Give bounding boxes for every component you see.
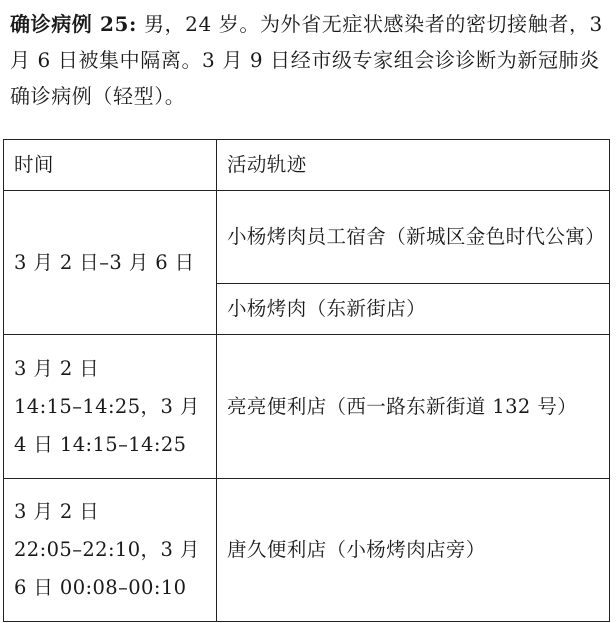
place-cell <box>217 284 610 335</box>
time-cell <box>4 479 217 622</box>
time-line: 6 日 00:08–00:10 <box>14 576 187 599</box>
table-header-row <box>4 140 610 191</box>
place-cell <box>217 335 610 479</box>
place-cell <box>217 479 610 622</box>
place-text: 小杨烤肉员工宿舍（新城区金色时代公寓） <box>227 225 606 248</box>
time-line: 14:15–14:25，3 月 <box>14 394 200 418</box>
time-line: 3 月 2 日 <box>14 356 100 380</box>
activity-table <box>3 139 610 622</box>
time-line: 3 月 2 日 <box>14 500 100 523</box>
place-text: 小杨烤肉（东新街店） <box>227 297 427 320</box>
case-text: 男，24 岁。为外省无症状感染者的密切接触者，3 月 6 日被集中隔离。3 月 9 日经市级专家组会诊诊断为新冠肺炎确诊病例（轻型）。 <box>10 12 603 108</box>
place-cell <box>217 191 610 284</box>
place-text: 唐久便利店（小杨烤肉店旁） <box>227 538 486 561</box>
table-row <box>4 191 610 284</box>
time-cell <box>4 191 217 335</box>
header-time: 时间 <box>4 140 217 191</box>
time-line: 3 月 2 日–3 月 6 日 <box>14 250 195 274</box>
time-cell <box>4 335 217 479</box>
time-line: 22:05–22:10，3 月 <box>14 538 200 561</box>
header-track: 活动轨迹 <box>217 140 610 191</box>
case-label: 确诊病例 25: <box>10 12 137 36</box>
case-description <box>10 6 610 114</box>
table-row <box>4 335 610 479</box>
place-text: 亮亮便利店（西一路东新街道 132 号） <box>227 394 578 418</box>
time-line: 4 日 14:15–14:25 <box>14 432 187 456</box>
table-row <box>4 479 610 622</box>
